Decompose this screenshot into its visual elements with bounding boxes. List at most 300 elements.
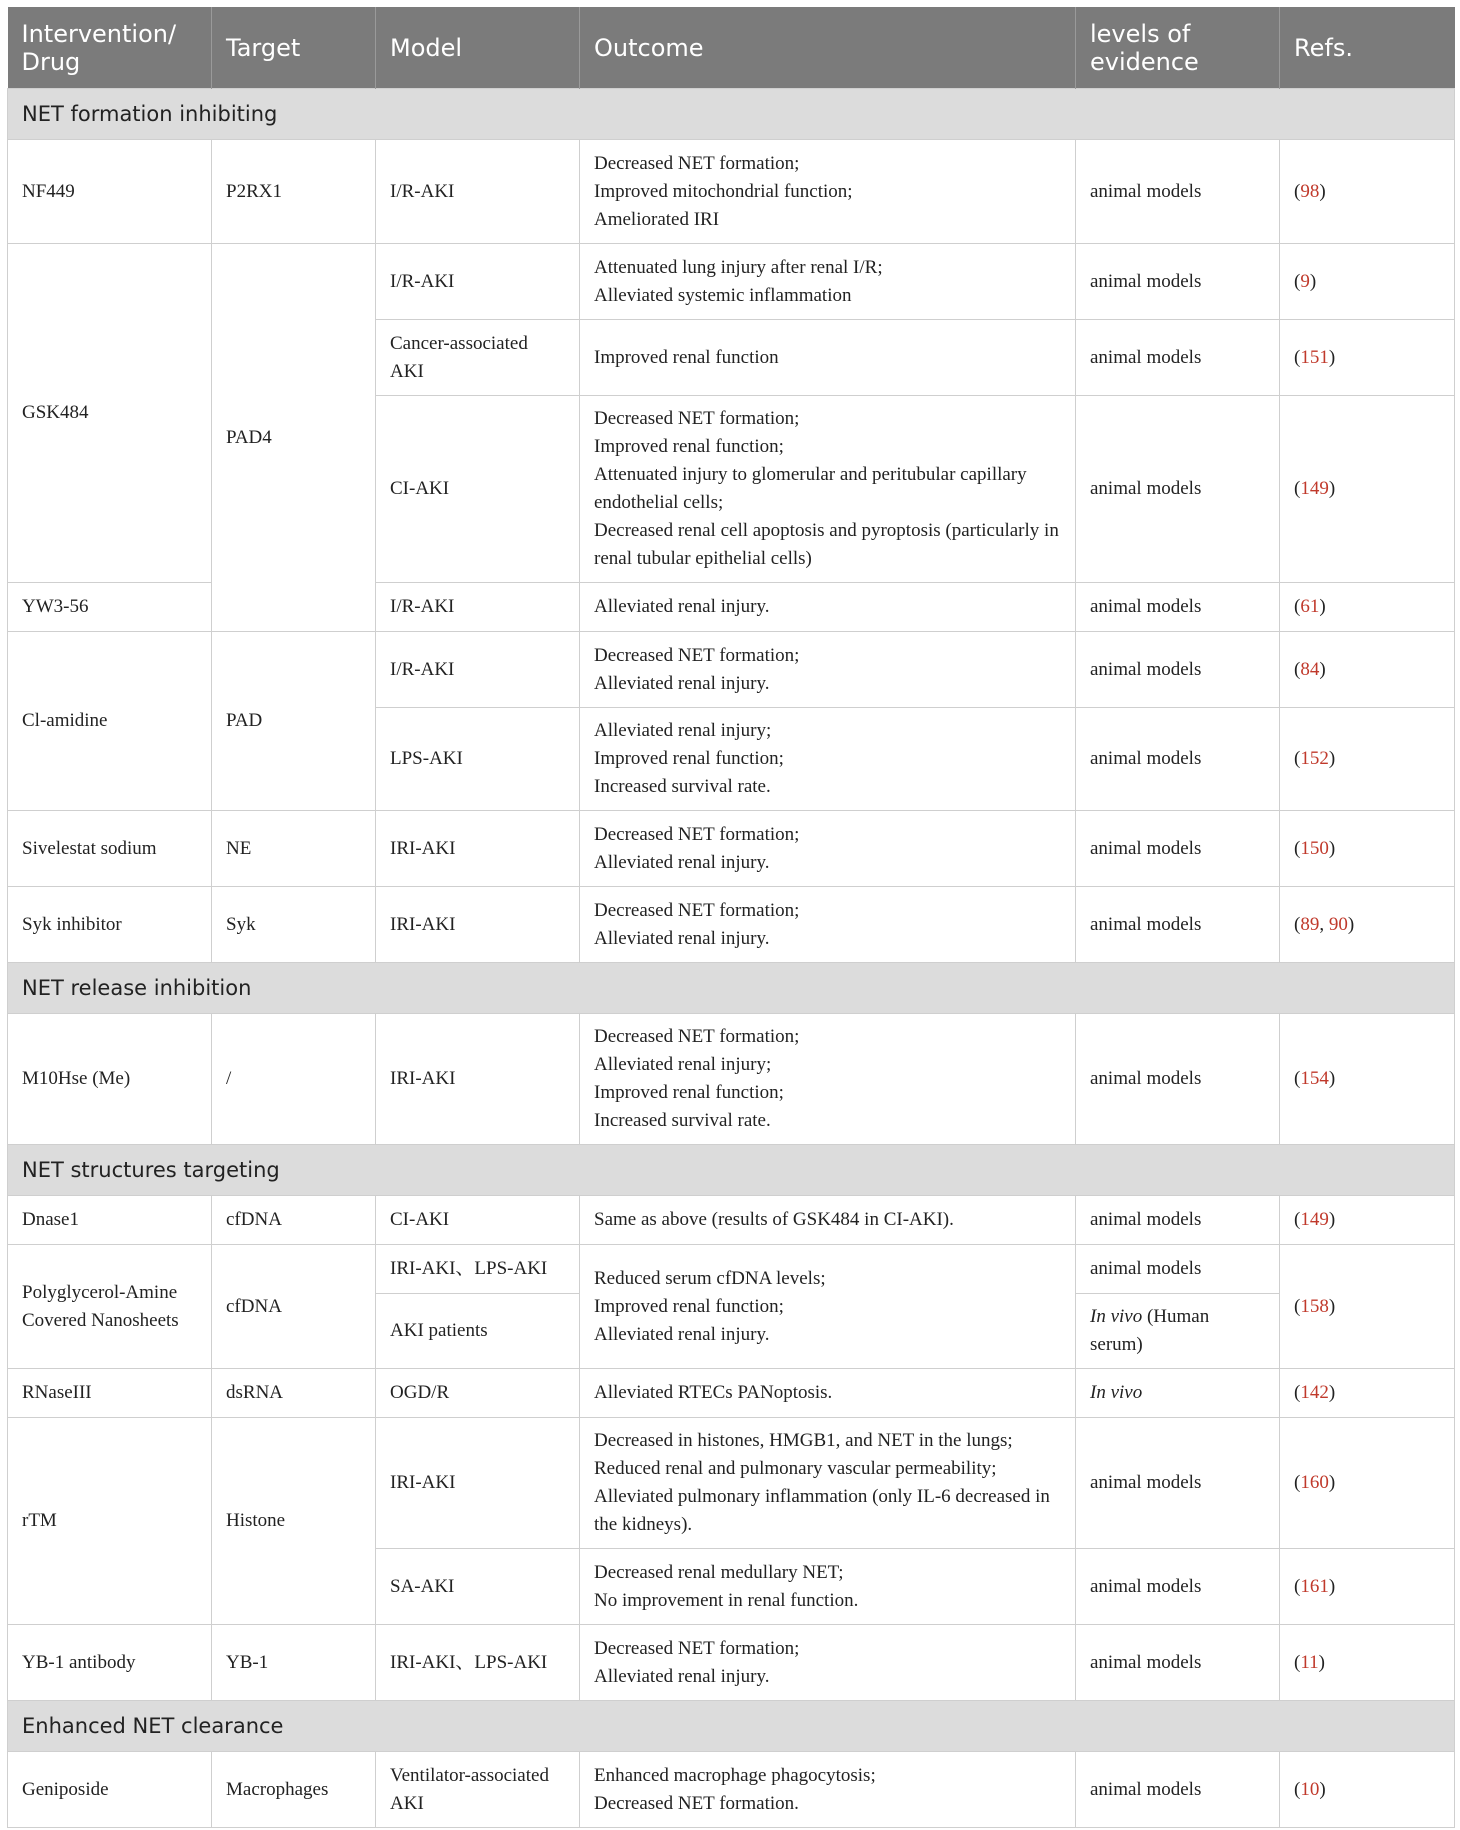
ref-list: (151): [1294, 346, 1336, 368]
table-cell: [212, 140, 376, 244]
cell-line: rTM: [22, 1510, 57, 1531]
table-cell: [376, 1245, 580, 1294]
header-row: [8, 7, 1455, 89]
cell-text: [1090, 268, 1265, 296]
cell-text: [226, 1649, 361, 1677]
cell-text: [594, 254, 1061, 310]
table-cell: [1280, 1752, 1455, 1828]
cell-line: animal models: [1090, 1472, 1202, 1493]
table-cell: [376, 583, 580, 632]
table-row: [8, 1196, 1455, 1245]
table-cell: [1076, 140, 1280, 244]
table-cell: [212, 887, 376, 963]
cell-line: Alleviated renal injury.: [594, 1323, 770, 1345]
cell-line: dsRNA: [226, 1382, 284, 1403]
table-cell: [1076, 583, 1280, 632]
ref-list: (11): [1294, 1651, 1325, 1673]
cell-text: [226, 178, 361, 206]
cell-line: animal models: [1090, 658, 1202, 680]
cell-line: Alleviated renal injury.: [594, 927, 770, 949]
cell-text: [226, 1065, 361, 1093]
cell-text: [22, 835, 197, 863]
table-cell: [1280, 244, 1455, 320]
table-cell: [1280, 887, 1455, 963]
table-cell: [8, 1245, 212, 1369]
cell-line: Sivelestat sodium: [22, 837, 157, 859]
table-cell: [580, 140, 1076, 244]
cell-text: [1090, 745, 1265, 773]
cell-text: [594, 1427, 1061, 1539]
cell-text: [390, 1379, 565, 1407]
cell-text: [390, 1065, 565, 1093]
table-cell: [376, 1369, 580, 1418]
cell-text: [594, 1023, 1061, 1135]
cell-text: [22, 911, 197, 939]
cell-line: OGD/R: [390, 1382, 450, 1403]
cell-text: [1090, 1379, 1265, 1407]
ref-link[interactable]: 149: [1300, 1209, 1329, 1230]
cell-text: [390, 656, 565, 684]
cell-line: animal models: [1090, 596, 1202, 617]
cell-text: [594, 642, 1061, 698]
table-cell: [212, 1625, 376, 1701]
ref-list: (161): [1294, 1575, 1336, 1597]
cell-line: animal models: [1090, 1651, 1202, 1673]
cell-text: [226, 707, 361, 735]
cell-line: Syk: [226, 913, 256, 935]
cell-text: [390, 745, 565, 773]
cell-text: [226, 1206, 361, 1234]
table-cell: [1280, 1196, 1455, 1245]
cell-line: Decreased NET formation;: [594, 823, 800, 845]
table-cell: [376, 396, 580, 583]
cell-text: [1090, 593, 1265, 621]
cell-line: Decreased NET formation;: [594, 1026, 800, 1047]
ref-link[interactable]: 9: [1300, 270, 1310, 292]
cell-line: YW3-56: [22, 596, 89, 617]
table-cell: [376, 1752, 580, 1828]
table-cell: [1280, 1625, 1455, 1701]
cell-line: Attenuated injury to glomerular and peritubular capillary endothelial cells;: [594, 464, 1027, 513]
cell-text: [22, 1507, 197, 1535]
cell-text: [226, 1776, 361, 1804]
ref-link[interactable]: 10: [1300, 1778, 1320, 1800]
ref-link[interactable]: 161: [1300, 1575, 1329, 1597]
section-title: NET formation inhibiting: [8, 89, 1455, 140]
table-cell: [1076, 887, 1280, 963]
cell-text: [226, 911, 361, 939]
cell-line: IRI-AKI、LPS-AKI: [390, 1258, 548, 1279]
cell-text: [594, 1379, 1061, 1407]
table-cell: [376, 708, 580, 811]
table-cell: [1280, 1014, 1455, 1145]
interventions-table: [7, 7, 1455, 1828]
table-cell: [580, 632, 1076, 708]
cell-line: Decreased NET formation.: [594, 1792, 799, 1814]
table-cell: [1280, 1369, 1455, 1418]
ref-list: (160): [1294, 1472, 1336, 1493]
table-cell: [1280, 140, 1455, 244]
cell-line: NF449: [22, 180, 75, 202]
table-row: [8, 1369, 1455, 1418]
cell-text: [1090, 1469, 1265, 1497]
table-row: [8, 1625, 1455, 1701]
header-model: Model: [376, 7, 580, 89]
table-cell: [1076, 1625, 1280, 1701]
table-cell: [376, 1549, 580, 1625]
table-cell: [1280, 396, 1455, 583]
ref-link[interactable]: 151: [1300, 346, 1329, 368]
cell-line: cfDNA: [226, 1209, 282, 1230]
section-row: [8, 1145, 1455, 1196]
cell-text: [594, 1635, 1061, 1691]
ref-link[interactable]: 84: [1300, 658, 1320, 680]
section-title: NET structures targeting: [8, 1145, 1455, 1196]
table-cell: [1280, 632, 1455, 708]
cell-line: Syk inhibitor: [22, 913, 122, 935]
table-cell: [580, 244, 1076, 320]
cell-line: Alleviated RTECs PANoptosis.: [594, 1382, 833, 1403]
table-cell: [8, 583, 212, 632]
ref-link[interactable]: 61: [1300, 596, 1320, 617]
cell-line: Decreased NET formation;: [594, 899, 800, 921]
cell-line: Reduced serum cfDNA levels;: [594, 1267, 826, 1289]
table-body: [8, 89, 1455, 1828]
table-cell: [8, 811, 212, 887]
table-cell: [376, 1418, 580, 1549]
cell-text: [22, 1206, 197, 1234]
cell-text: [22, 178, 197, 206]
table-cell: [376, 1014, 580, 1145]
cell-line: Alleviated pulmonary inflammation (only IL-6 decreased in the kidneys).: [594, 1486, 1050, 1535]
cell-line: Polyglycerol-Amine Covered Nanosheets: [22, 1281, 179, 1331]
cell-text: [390, 330, 565, 386]
table-cell: [580, 1369, 1076, 1418]
table-cell: [376, 887, 580, 963]
cell-text: [226, 1507, 361, 1535]
cell-line: Alleviated renal injury.: [594, 672, 770, 694]
cell-line: Ameliorated IRI: [594, 208, 720, 230]
table-cell: [376, 811, 580, 887]
ref-link[interactable]: 154: [1300, 1068, 1329, 1089]
cell-line: Improved renal function;: [594, 436, 784, 457]
section-row: [8, 963, 1455, 1014]
table-cell: [1076, 244, 1280, 320]
cell-line: animal models: [1090, 270, 1202, 292]
table-cell: [1280, 1549, 1455, 1625]
cell-text: [390, 1573, 565, 1601]
cell-text: [594, 821, 1061, 877]
section-title: Enhanced NET clearance: [8, 1701, 1455, 1752]
cell-line: Attenuated lung injury after renal I/R;: [594, 256, 883, 278]
cell-line: IRI-AKI、LPS-AKI: [390, 1651, 548, 1673]
cell-text: [1090, 344, 1265, 372]
table-cell: [376, 1294, 580, 1369]
cell-line: Increased survival rate.: [594, 1110, 771, 1131]
cell-line: Ventilator-associated AKI: [390, 1764, 549, 1814]
cell-text: [390, 911, 565, 939]
ref-list: (150): [1294, 837, 1336, 859]
cell-line: NE: [226, 837, 252, 859]
cell-line: Enhanced macrophage phagocytosis;: [594, 1764, 876, 1786]
cell-text: [390, 268, 565, 296]
cell-text: [22, 1776, 197, 1804]
cell-line: P2RX1: [226, 180, 282, 202]
cell-text: [594, 897, 1061, 953]
italic-text: In vivo: [1090, 1306, 1143, 1327]
table-cell: [580, 320, 1076, 396]
cell-line: animal models: [1090, 180, 1202, 202]
cell-line: Histone: [226, 1510, 286, 1531]
cell-text: [1090, 1573, 1265, 1601]
cell-line: animal models: [1090, 478, 1202, 499]
table-cell: [212, 1369, 376, 1418]
table-cell: [1076, 1369, 1280, 1418]
table-cell: [212, 1418, 376, 1625]
table-cell: [212, 1752, 376, 1828]
cell-line: animal models: [1090, 748, 1202, 769]
table-cell: [8, 1369, 212, 1418]
cell-line: IRI-AKI: [390, 913, 456, 935]
ref-link[interactable]: 90: [1328, 913, 1348, 935]
table-row: [8, 1418, 1455, 1549]
table-cell: [580, 1196, 1076, 1245]
cell-line: Improved renal function;: [594, 1295, 784, 1317]
header-outcome: Outcome: [580, 7, 1076, 89]
table-cell: [212, 632, 376, 811]
cell-line: Decreased NET formation;: [594, 644, 800, 666]
cell-text: [226, 1293, 361, 1321]
cell-text: [1090, 911, 1265, 939]
cell-text: [594, 1559, 1061, 1615]
table-cell: [8, 1625, 212, 1701]
cell-line: Alleviated renal injury.: [594, 596, 770, 617]
cell-text: [22, 1279, 197, 1335]
cell-line: Dnase1: [22, 1209, 79, 1230]
table-row: [8, 887, 1455, 963]
header-target: Target: [212, 7, 376, 89]
ref-link[interactable]: 89: [1300, 913, 1320, 935]
cell-line: Alleviated renal injury.: [594, 851, 770, 873]
cell-line: Decreased in histones, HMGB1, and NET in the lungs;: [594, 1430, 1013, 1451]
cell-line: Decreased NET formation;: [594, 1637, 800, 1659]
ref-link[interactable]: 152: [1300, 748, 1329, 769]
header-evidence: levels of evidence: [1076, 7, 1280, 89]
table-cell: [580, 583, 1076, 632]
cell-text: [390, 593, 565, 621]
cell-text: [22, 1649, 197, 1677]
cell-line: I/R-AKI: [390, 270, 455, 292]
table-cell: [580, 1014, 1076, 1145]
cell-text: [390, 1206, 565, 1234]
cell-text: [1090, 178, 1265, 206]
cell-text: [390, 1317, 565, 1345]
table-cell: [8, 1196, 212, 1245]
table-cell: [1280, 320, 1455, 396]
cell-line: Geniposide: [22, 1778, 109, 1800]
table-cell: [1076, 1418, 1280, 1549]
cell-line: RNaseIII: [22, 1382, 92, 1403]
cell-line: CI-AKI: [390, 1209, 450, 1230]
table-row: [8, 811, 1455, 887]
cell-text: [594, 1762, 1061, 1818]
table-cell: [8, 140, 212, 244]
table-cell: [1076, 1245, 1280, 1294]
cell-line: I/R-AKI: [390, 658, 455, 680]
table-cell: [1076, 632, 1280, 708]
cell-line: No improvement in renal function.: [594, 1589, 859, 1611]
cell-line: AKI patients: [390, 1320, 488, 1341]
cell-line: I/R-AKI: [390, 596, 455, 617]
table-cell: [8, 1752, 212, 1828]
cell-text: [1090, 1255, 1265, 1283]
cell-text: [390, 475, 565, 503]
ref-list: (149): [1294, 1209, 1336, 1230]
table-cell: [580, 708, 1076, 811]
cell-line: Cl-amidine: [22, 710, 108, 731]
cell-line: I/R-AKI: [390, 180, 455, 202]
cell-line: animal models: [1090, 1575, 1202, 1597]
section-row: [8, 89, 1455, 140]
table-cell: [376, 140, 580, 244]
ref-list: (61): [1294, 596, 1326, 617]
cell-text: [1090, 1206, 1265, 1234]
cell-line: Alleviated renal injury;: [594, 720, 772, 741]
table-cell: [580, 887, 1076, 963]
table-cell: [1076, 1549, 1280, 1625]
table-cell: [580, 396, 1076, 583]
cell-line: animal models: [1090, 913, 1202, 935]
table-cell: [212, 1196, 376, 1245]
table-cell: [580, 811, 1076, 887]
ref-link[interactable]: 150: [1300, 837, 1329, 859]
cell-line: Reduced renal and pulmonary vascular permeability;: [594, 1458, 997, 1479]
cell-text: [594, 593, 1061, 621]
italic-text: In vivo: [1090, 1382, 1143, 1403]
cell-line: animal models: [1090, 837, 1202, 859]
table-cell: [376, 632, 580, 708]
cell-text: [22, 707, 197, 735]
cell-text: [594, 344, 1061, 372]
table-cell: [580, 1752, 1076, 1828]
ref-list: (149): [1294, 478, 1336, 499]
cell-line: Decreased NET formation;: [594, 408, 800, 429]
section-title: NET release inhibition: [8, 963, 1455, 1014]
header-drug: Intervention/ Drug: [8, 7, 212, 89]
cell-line: Same as above (results of GSK484 in CI-AKI).: [594, 1209, 954, 1230]
ref-list: (98): [1294, 180, 1326, 202]
table-row: [8, 1014, 1455, 1145]
cell-line: YB-1 antibody: [22, 1651, 136, 1673]
cell-line: (Human serum): [1090, 1306, 1210, 1355]
cell-text: [390, 178, 565, 206]
cell-line: Decreased NET formation;: [594, 152, 800, 174]
cell-text: [22, 399, 197, 427]
cell-text: [594, 1206, 1061, 1234]
cell-text: [594, 150, 1061, 234]
cell-text: [22, 1379, 197, 1407]
cell-text: [390, 1469, 565, 1497]
cell-text: [226, 424, 361, 452]
cell-line: Increased survival rate.: [594, 776, 771, 797]
cell-line: IRI-AKI: [390, 1472, 456, 1493]
cell-line: LPS-AKI: [390, 748, 463, 769]
ref-link[interactable]: 98: [1300, 180, 1320, 202]
table-cell: [1076, 708, 1280, 811]
table-cell: [1076, 1014, 1280, 1145]
cell-line: cfDNA: [226, 1295, 282, 1317]
table-row: [8, 1245, 1455, 1294]
cell-line: Decreased renal medullary NET;: [594, 1561, 844, 1583]
cell-line: animal models: [1090, 1209, 1202, 1230]
cell-line: Alleviated renal injury;: [594, 1054, 772, 1075]
ref-list: (152): [1294, 748, 1336, 769]
table-cell: [212, 811, 376, 887]
ref-list: (89, 90): [1294, 913, 1355, 935]
table-cell: [8, 632, 212, 811]
cell-text: [594, 405, 1061, 573]
cell-line: animal models: [1090, 1258, 1202, 1279]
cell-text: [390, 1762, 565, 1818]
cell-line: M10Hse (Me): [22, 1068, 131, 1089]
ref-link[interactable]: 142: [1300, 1382, 1329, 1403]
cell-text: [594, 717, 1061, 801]
table-cell: [580, 1549, 1076, 1625]
table-cell: [1076, 1294, 1280, 1369]
table-cell: [1280, 1418, 1455, 1549]
cell-line: Improved mitochondrial function;: [594, 180, 853, 202]
ref-list: (84): [1294, 658, 1326, 680]
table-cell: [376, 1196, 580, 1245]
ref-link[interactable]: 160: [1300, 1472, 1329, 1493]
table-cell: [1280, 583, 1455, 632]
cell-line: IRI-AKI: [390, 1068, 456, 1089]
table-row: [8, 1752, 1455, 1828]
ref-link[interactable]: 149: [1300, 478, 1329, 499]
table-cell: [212, 1245, 376, 1369]
cell-text: [390, 1649, 565, 1677]
table-cell: [8, 1014, 212, 1145]
cell-text: [390, 1255, 565, 1283]
cell-line: IRI-AKI: [390, 837, 456, 859]
ref-list: (142): [1294, 1382, 1336, 1403]
table-cell: [1076, 1752, 1280, 1828]
table-cell: [1280, 811, 1455, 887]
cell-text: [1090, 475, 1265, 503]
ref-link[interactable]: 158: [1300, 1295, 1329, 1317]
table-cell: [376, 244, 580, 320]
table-cell: [1076, 320, 1280, 396]
cell-line: Alleviated systemic inflammation: [594, 284, 852, 306]
table-row: [8, 632, 1455, 708]
cell-line: PAD: [226, 710, 263, 731]
cell-line: Cancer-associated AKI: [390, 332, 528, 382]
cell-text: [594, 1265, 1061, 1349]
cell-line: YB-1: [226, 1651, 269, 1673]
table-cell: [1076, 396, 1280, 583]
cell-text: [1090, 1065, 1265, 1093]
table-cell: [1280, 708, 1455, 811]
table-cell: [580, 1245, 1076, 1369]
ref-link[interactable]: 11: [1300, 1651, 1319, 1673]
cell-line: CI-AKI: [390, 478, 450, 499]
cell-line: animal models: [1090, 346, 1202, 368]
cell-text: [1090, 1303, 1265, 1359]
ref-list: (158): [1294, 1295, 1336, 1317]
cell-text: [226, 1379, 361, 1407]
cell-line: Improved renal function;: [594, 1082, 784, 1103]
cell-text: [22, 1065, 197, 1093]
